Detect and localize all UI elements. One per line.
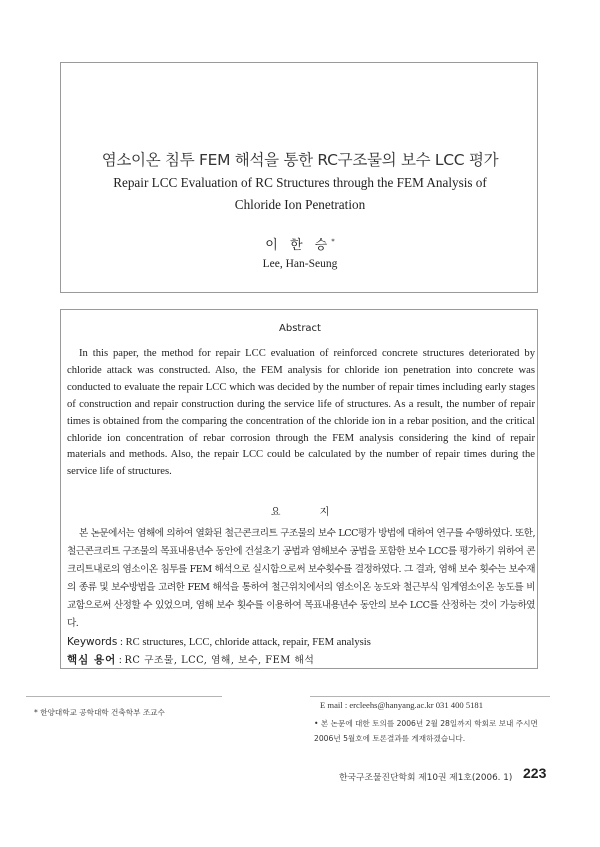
summary-text: 본 논문에서는 염해에 의하여 열화된 철근콘크리트 구조물의 보수 LCC평가 방법에 대하여 연구를 수행하였다. 또한, 철근콘크리트 구조물의 목표내용년수 동안에 건설초기 공법과 염해보수 공법을 포함한 보수 LCC를 평가하기 위하여 콘크리트내로의 염소이온 침투를 FEM 해석으로 실시함으로써 보수횟수를 결정하였다. 그 결과, 염해 보수 횟수는 보수재의 종류 및 보수방법을 고려한 FEM 해석을 통하여 철근위치에서의 염소이온 농도와 철근부식 임계염소이온 농도를 비교함으로써 산정할 수 있었으며, 염해 보수 횟수를 이용하여 목표내용년수 동안의 보수 LCC를 산정하는 것이 가능하였다. <box>67 528 535 629</box>
english-title <box>70 172 530 216</box>
summary-heading: 요 지 <box>270 507 348 518</box>
abstract-heading: Abstract <box>279 323 321 334</box>
keywords-value: RC structures, LCC, chloride attack, repair, FEM analysis <box>125 637 371 648</box>
discussion-notice: • 본 논문에 대한 토의를 2006년 2월 28일까지 학회로 보내 주시면 2006년 5월호에 토론결과를 게재하겠습니다. <box>314 719 538 743</box>
keywords-korean <box>67 652 535 667</box>
author-english: Lee, Han-Seung <box>262 258 338 270</box>
keywords-separator: : <box>117 637 126 648</box>
keywords-english <box>67 636 535 648</box>
footnote-divider-right <box>310 696 550 697</box>
author-footnote-mark: * <box>331 237 335 246</box>
korean-keywords-separator: : <box>116 655 125 666</box>
abstract-text: In this paper, the method for repair LCC evaluation of reinforced concrete structures deteriorated by chloride attack was constructed. Also, the FEM analysis for chloride ion penetration into concrete was conducted to evaluate the repair LCC which was decided by the number of repair times including early stages of construction and repair construction during the service life of structures. As a result, the number of repair times is obtained from the comparing the concentration of the chloride ion in a rebar position, and the critical chloride ion concentration of rebar corrosion through the FEM analysis considering the kind of repair materials and methods. Also, the repair LCC could be calculated by the number of repair times during the service life of structures. <box>67 348 535 478</box>
footnote-divider-left <box>26 696 222 697</box>
korean-keywords-value: RC 구조물, LCC, 염해, 보수, FEM 해석 <box>124 655 315 666</box>
english-title-line-1: Repair LCC Evaluation of RC Structures through the FEM Analysis of <box>113 175 487 190</box>
author-contact: E mail : ercleehs@hanyang.ac.kr 031 400 5181 <box>320 700 484 710</box>
page-number: 223 <box>523 765 547 781</box>
author-korean <box>0 234 600 253</box>
journal-citation: 한국구조물진단학회 제10권 제1호(2006. 1) <box>339 773 513 783</box>
keywords-label: Keywords <box>67 636 118 648</box>
author-korean-name: 이 한 승 <box>265 238 332 253</box>
korean-title: 염소이온 침투 FEM 해석을 통한 RC구조물의 보수 LCC 평가 <box>101 151 499 169</box>
author-affiliation: * 한양대학교 공학대학 건축학부 조교수 <box>34 708 165 717</box>
english-title-line-2: Chloride Ion Penetration <box>234 197 366 212</box>
korean-keywords-label: 핵심 용어 <box>67 654 117 666</box>
